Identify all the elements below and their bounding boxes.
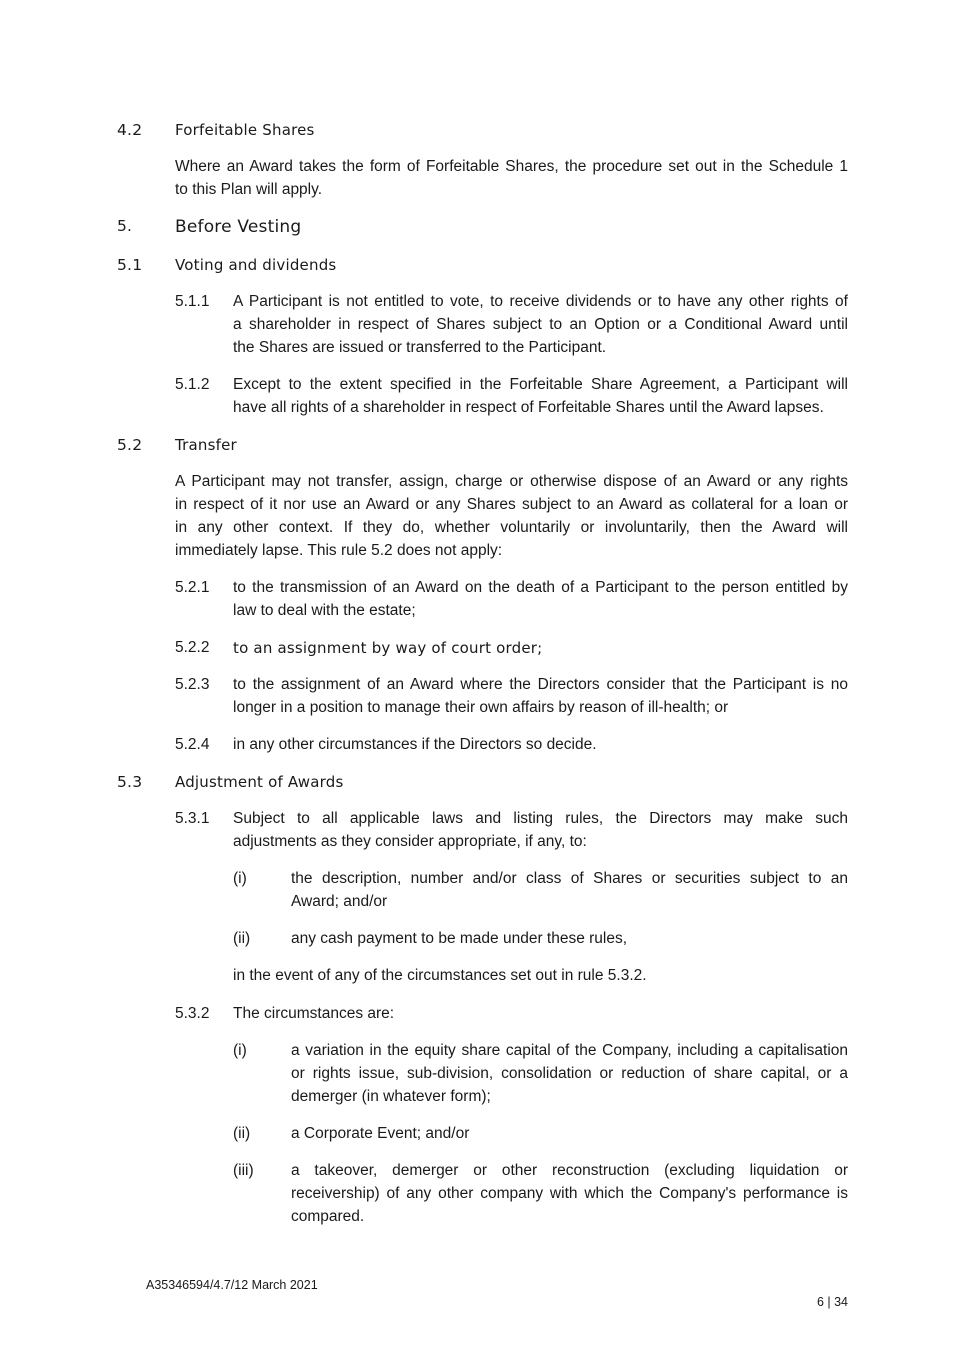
item-iii-number: (iii) [233,1162,254,1179]
clause-5-1-2-number: 5.1.2 [175,376,210,393]
clause-5-2-4-number: 5.2.4 [175,736,210,753]
paragraph-line: in any other context. If they do, whether voluntarily or involuntarily, then the Award will [175,519,848,536]
section-4-2-number: 4.2 [117,121,143,139]
clause-line: The circumstances are: [233,1005,395,1022]
paragraph-line: A Participant may not transfer, assign, charge or otherwise dispose of an Award or any rights [175,473,848,490]
document-reference: A35346594/4.7/12 March 2021 [146,1278,318,1292]
clause-line: the Shares are issued or transferred to the Participant. [233,339,607,356]
item-line: receivership) of any other company with which the Company's performance is [291,1185,848,1202]
clause-line: longer in a position to manage their own affairs by reason of ill-health; or [233,699,729,716]
clause-line: Subject to all applicable laws and listing rules, the Directors may make such [233,810,848,827]
page-number: 6 | 34 [816,1295,848,1309]
item-i-number: (i) [233,870,247,887]
section-5-3-number: 5.3 [117,773,143,791]
clause-5-2-3-number: 5.2.3 [175,676,210,693]
section-4-2-heading: Forfeitable Shares [175,121,315,139]
clause-line: Except to the extent specified in the Forfeitable Share Agreement, a Participant will [233,376,848,393]
section-5-3-heading: Adjustment of Awards [175,773,344,791]
clause-line: have all rights of a shareholder in respect of Forfeitable Shares until the Award lapses. [233,399,824,416]
section-5-number: 5. [117,217,133,235]
clause-5-2-1-number: 5.2.1 [175,579,210,596]
clause-5-1-1-number: 5.1.1 [175,293,210,310]
item-line: demerger (in whatever form); [291,1088,491,1105]
clause-line: A Participant is not entitled to vote, to receive dividends or to have any other rights of [233,293,848,310]
paragraph-line: Where an Award takes the form of Forfeitable Shares, the procedure set out in the Schedule 1 [175,158,848,175]
clause-line: adjustments as they consider appropriate, if any, to: [233,833,587,850]
paragraph-line: immediately lapse. This rule 5.2 does not apply: [175,542,503,559]
section-5-heading: Before Vesting [175,217,302,237]
item-line: or rights issue, sub-division, consolidation or reduction of share capital, or a [291,1065,848,1082]
paragraph-line: to this Plan will apply. [175,181,323,198]
section-5-1-heading: Voting and dividends [175,256,337,274]
item-i-number: (i) [233,1042,247,1059]
clause-5-3-2-number: 5.3.2 [175,1005,210,1022]
clause-line: in any other circumstances if the Directors so decide. [233,736,597,753]
clause-line: to the transmission of an Award on the death of a Participant to the person entitled by [233,579,848,596]
section-5-2-number: 5.2 [117,436,143,454]
clause-line: law to deal with the estate; [233,602,416,619]
section-5-2-heading: Transfer [175,436,237,454]
item-ii-number: (ii) [233,1125,251,1142]
clause-5-2-2-number: 5.2.2 [175,639,210,656]
item-line: compared. [291,1208,365,1225]
section-5-1-number: 5.1 [117,256,143,274]
item-ii-number: (ii) [233,930,251,947]
item-line: the description, number and/or class of Shares or securities subject to an [291,870,848,887]
item-line: a takeover, demerger or other reconstruction (excluding liquidation or [291,1162,848,1179]
paragraph-line: in respect of it nor use an Award or any Shares subject to an Award as collateral for a loan or [175,496,848,513]
clause-line: to an assignment by way of court order; [233,639,543,657]
clause-line: a shareholder in respect of Shares subject to an Option or a Conditional Award until [233,316,848,333]
clause-line: to the assignment of an Award where the Directors consider that the Participant is no [233,676,848,693]
item-line: any cash payment to be made under these rules, [291,930,628,947]
item-line: a Corporate Event; and/or [291,1125,470,1142]
item-line: a variation in the equity share capital of the Company, including a capitalisation [291,1042,848,1059]
clause-5-3-1-number: 5.3.1 [175,810,210,827]
clause-tail-line: in the event of any of the circumstances set out in rule 5.3.2. [233,967,647,984]
item-line: Award; and/or [291,893,388,910]
